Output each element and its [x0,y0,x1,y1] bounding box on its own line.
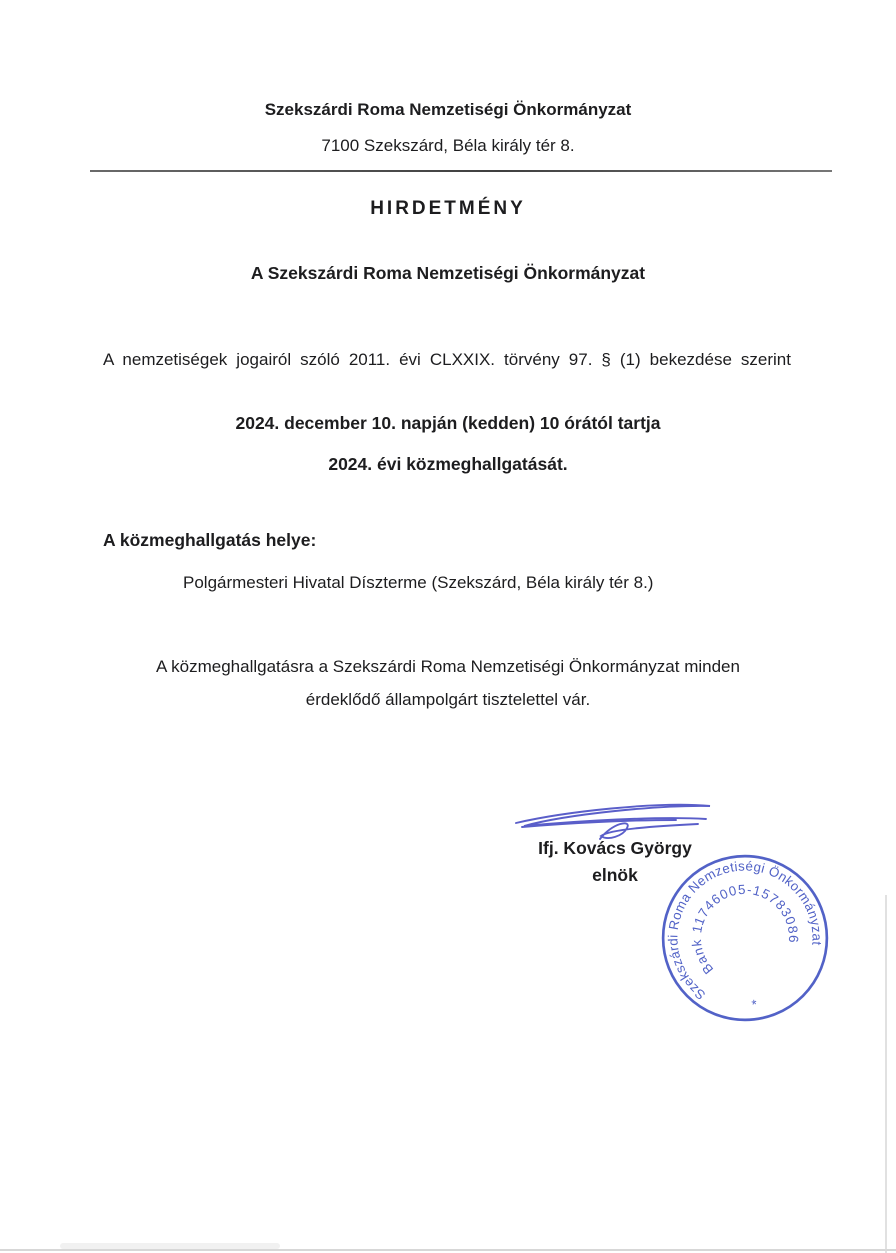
header-divider [90,170,832,172]
stamp-star-separator: * [750,996,758,1013]
signatory-name: Ifj. Kovács György [538,838,692,858]
hearing-event-line: 2024. évi közmeghallgatását. [328,454,568,474]
document-title: HIRDETMÉNY [370,198,526,219]
scan-right-edge [885,895,887,1253]
stamp-ring-text: Szekszárdi Roma Nemzetiségi Önkormányzat [665,858,825,1003]
document-subtitle: A Szekszárdi Roma Nemzetiségi Önkormányzat [250,263,646,283]
stamp-border-circle [663,856,827,1020]
venue-label: A közmeghallgatás helye: [103,530,317,550]
closing-paragraph: A közmeghallgatásra a Szekszárdi Roma Nemzetiségi Önkormányzat minden érdeklődő állampolgárt tisztelettel vár. [156,657,740,709]
header-org-name: Szekszárdi Roma Nemzetiségi Önkormányzat [264,100,632,119]
official-stamp [658,851,832,1025]
signatory-role: elnök [592,865,638,885]
svg-text:Szekszárdi Roma Nemzetiségi Ön [658,851,832,1006]
scan-bottom-edge [0,1249,896,1251]
header-address: 7100 Szekszárd, Béla király tér 8. [321,136,575,155]
legal-reference-paragraph: A nemzetiségek jogairól szóló 2011. évi CLXXIX. törvény 97. § (1) bekezdése szerint [103,350,791,369]
stamp-bank-text: Bank 11746005-15783086 [688,881,802,977]
venue-address: Polgármesteri Hivatal Díszterme (Szekszárd, Béla király tér 8.) [183,573,654,592]
hearing-date-line: 2024. december 10. napján (kedden) 10 órától tartja [235,413,661,433]
